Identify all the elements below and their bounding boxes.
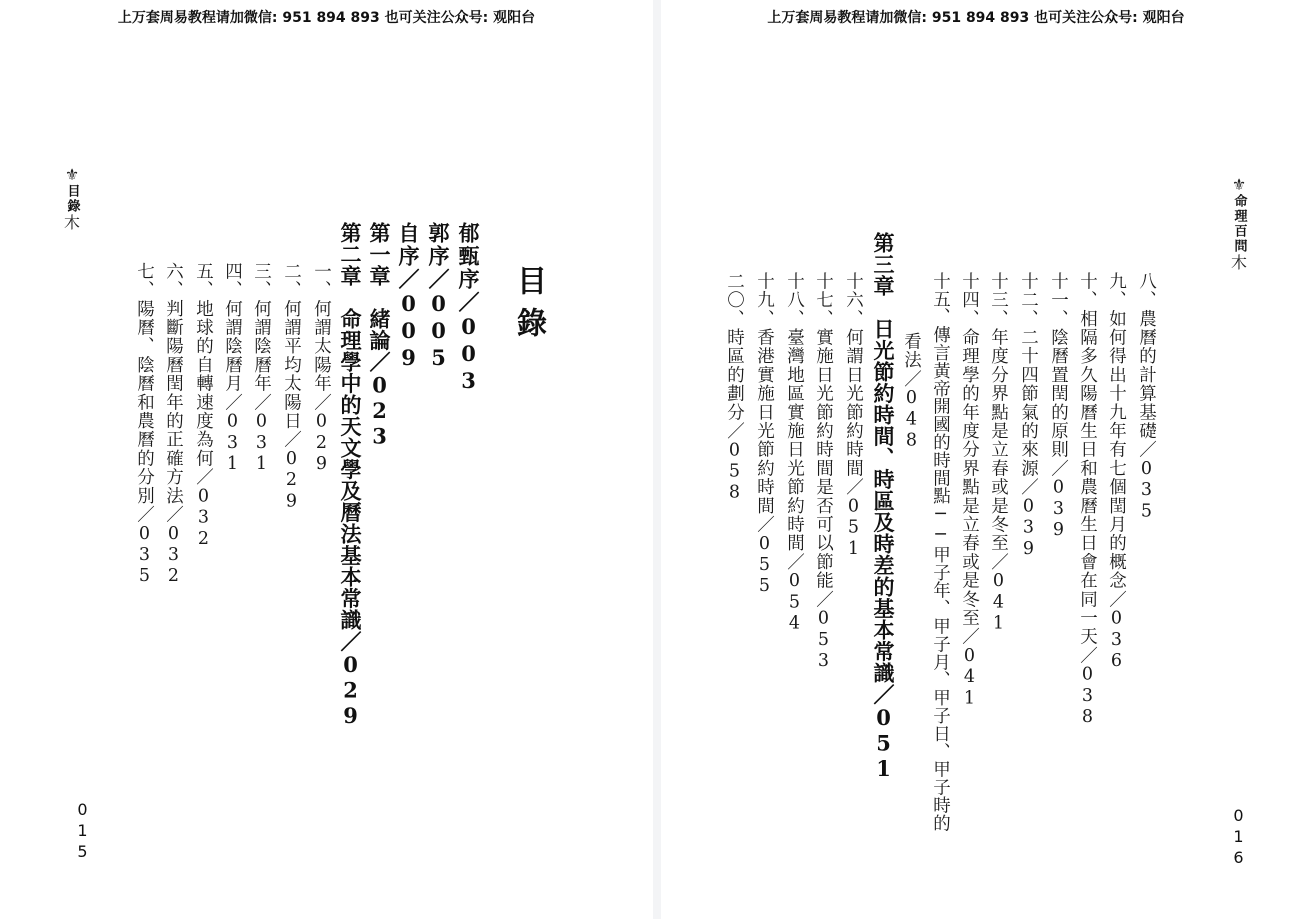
fleur-ornament-icon: ⚜ bbox=[1231, 175, 1247, 194]
right-page bbox=[661, 0, 1291, 919]
toc-chapter-2: 第二章 命理學中的天文學及曆法基本常識／029 bbox=[338, 222, 363, 729]
running-head-right bbox=[1231, 177, 1247, 271]
toc-front-yu-preface: 郁甄序／003 bbox=[456, 222, 481, 395]
toc-item-12: 十二、二十四節氣的來源／039 bbox=[1018, 272, 1039, 560]
toc-item-20: 二〇、時區的劃分／058 bbox=[724, 272, 745, 504]
toc-item-6: 六、判斷陽曆閏年的正確方法／032 bbox=[163, 262, 184, 588]
toc-item-19: 十九、香港實施日光節約時間／055 bbox=[754, 272, 775, 598]
watermark-right: 上万套周易教程请加微信: 951 894 893 也可关注公众号: 观阳台 bbox=[767, 10, 1185, 26]
page-number-left: 015 bbox=[73, 800, 92, 863]
toc-item-11: 十一、陰曆置閏的原則／039 bbox=[1048, 272, 1069, 542]
toc-front-own-preface: 自序／009 bbox=[396, 222, 421, 372]
running-head-title: 命理百問 bbox=[1231, 194, 1247, 254]
page-number-right: 016 bbox=[1229, 806, 1248, 869]
toc-item-9: 九、如何得出十九年有七個閏月的概念／036 bbox=[1106, 272, 1127, 673]
fleur-ornament-icon: ⚜ bbox=[64, 165, 80, 184]
toc-item-14: 十四、命理學的年度分界點是立春或是冬至／041 bbox=[959, 272, 980, 710]
toc-item-15: 十五、傳言黃帝開國的時間點──甲子年、甲子月、甲子日、甲子時的 bbox=[930, 272, 951, 832]
toc-heading: 目錄 bbox=[511, 265, 546, 349]
toc-item-18: 十八、臺灣地區實施日光節約時間／054 bbox=[784, 272, 805, 635]
toc-item-16: 十六、何謂日光節約時間／051 bbox=[843, 272, 864, 560]
watermark-left: 上万套周易教程请加微信: 951 894 893 也可关注公众号: 观阳台 bbox=[117, 10, 536, 26]
toc-item-5: 五、地球的自轉速度為何／032 bbox=[193, 262, 214, 550]
running-head-left bbox=[64, 167, 80, 231]
toc-chapter-3: 第三章 日光節約時間、時區及時差的基本常識／051 bbox=[871, 232, 896, 782]
toc-item-13: 十三、年度分界點是立春或是冬至／041 bbox=[988, 272, 1009, 635]
running-head-title: 目錄 bbox=[64, 184, 80, 214]
toc-item-2: 二、何謂平均太陽日／029 bbox=[281, 262, 302, 513]
toc-item-7: 七、陽曆、陰曆和農曆的分別／035 bbox=[134, 262, 155, 588]
fleur-ornament-bottom-icon: ⽊ bbox=[1231, 253, 1248, 272]
fleur-ornament-bottom-icon: ⽊ bbox=[64, 213, 81, 232]
toc-item-3: 三、何謂陰曆年／031 bbox=[251, 262, 272, 476]
toc-item-8: 八、農曆的計算基礎／035 bbox=[1136, 272, 1157, 523]
toc-chapter-1: 第一章 緒論／023 bbox=[367, 222, 392, 449]
toc-front-guo-preface: 郭序／005 bbox=[426, 222, 451, 372]
toc-item-10: 十、相隔多久陽曆生日和農曆生日會在同一天／038 bbox=[1077, 272, 1098, 729]
toc-item-15-cont: 看法／048 bbox=[901, 332, 922, 452]
toc-item-17: 十七、實施日光節約時間是否可以節能／053 bbox=[813, 272, 834, 673]
toc-item-4: 四、何謂陰曆月／031 bbox=[222, 262, 243, 476]
toc-item-1: 一、何謂太陽年／029 bbox=[311, 262, 332, 476]
